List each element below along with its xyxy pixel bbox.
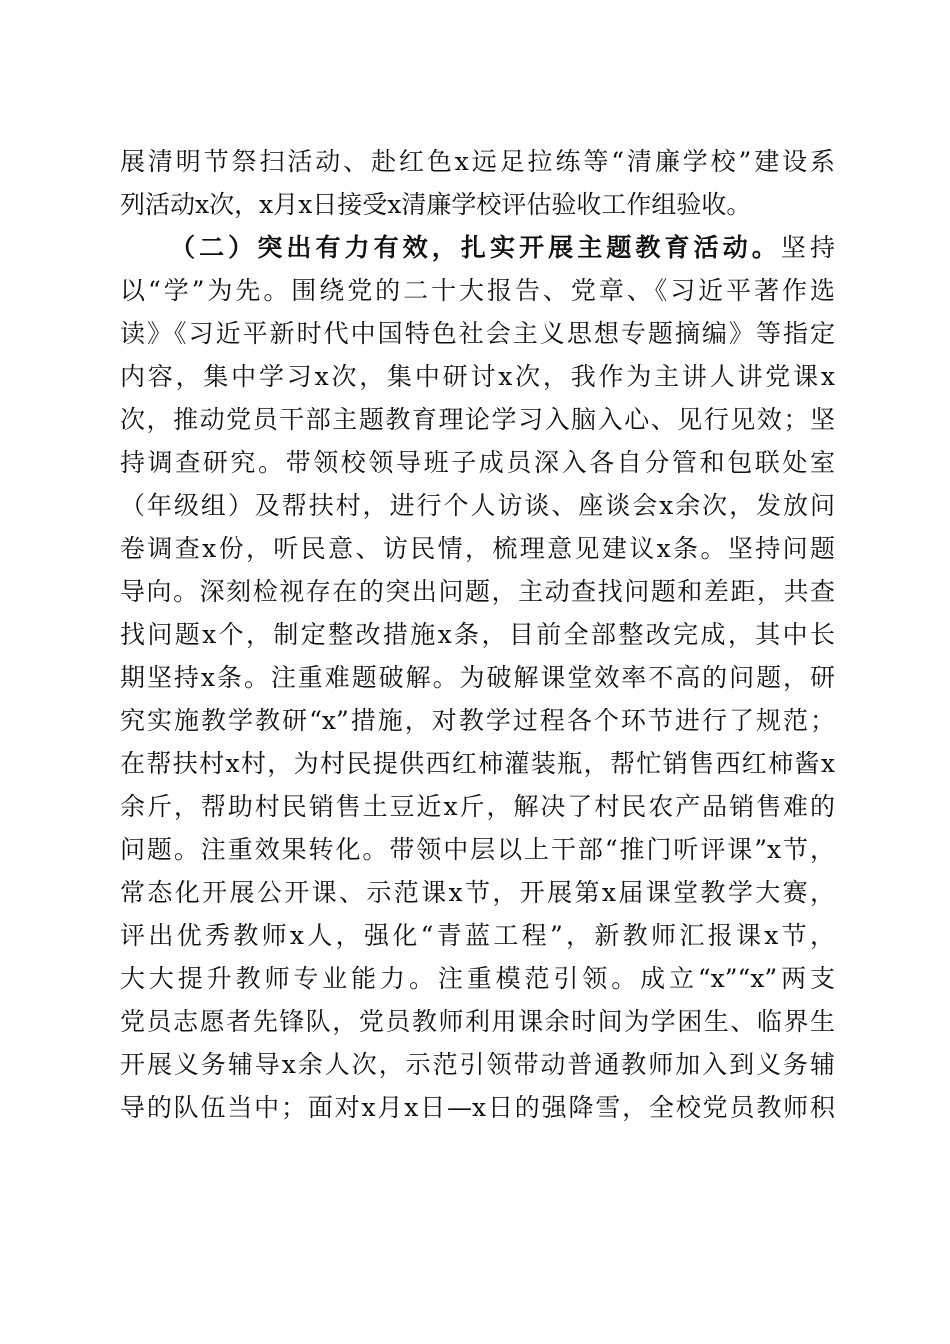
text-line: （年级组）及帮扶村，进行个人访谈、座谈会x余次，发放问 [120,491,835,520]
text-line: 开展义务辅导x余人次，示范引领带动普通教师加入到义务辅 [120,1050,835,1079]
text-run: 坚持 [780,233,835,262]
text-line: 导的队伍当中；面对x月x日—x日的强降雪，全校党员教师积 [120,1093,835,1122]
text-line: 次，推动党员干部主题教育理论学习入脑入心、见行见效；坚 [120,405,835,434]
text-line [120,226,835,269]
text-line: 问题。注重效果转化。带领中层以上干部“推门听评课”x节， [120,835,835,864]
text-line: 导向。深刻检视存在的突出问题，主动查找问题和差距，共查 [120,577,835,606]
text-line: 评出优秀教师x人，强化“青蓝工程”，新教师汇报课x节， [120,921,835,950]
text-line: 展清明节祭扫活动、赴红色x远足拉练等“清廉学校”建设系 [120,147,835,176]
section-heading: （二）突出有力有效，扎实开展主题教育活动。 [170,233,781,262]
text-line: 党员志愿者先锋队，党员教师利用课余时间为学困生、临界生 [120,1007,835,1036]
text-line: 持调查研究。带领校领导班子成员深入各自分管和包联处室 [120,448,835,477]
text-line: 卷调查x份，听民意、访民情，梳理意见建议x条。坚持问题 [120,534,835,563]
text-line: 以“学”为先。围绕党的二十大报告、党章、《习近平著作选 [120,276,835,305]
text-line: 余斤，帮助村民销售土豆近x斤，解决了村民农产品销售难的 [120,792,835,821]
text-line: 找问题x个，制定整改措施x条，目前全部整改完成，其中长 [120,620,835,649]
text-line: 期坚持x条。注重难题破解。为破解课堂效率不高的问题，研 [120,663,835,692]
text-line: 列活动x次，x月x日接受x清廉学校评估验收工作组验收。 [120,190,752,219]
body-text [120,140,835,1129]
text-line: 常态化开展公开课、示范课x节，开展第x届课堂教学大赛， [120,878,835,907]
text-line: 内容，集中学习x次，集中研讨x次，我作为主讲人讲党课x [120,362,835,391]
text-line: 在帮扶村x村，为村民提供西红柿灌装瓶，帮忙销售西红柿酱x [120,749,835,778]
text-line: 读》《习近平新时代中国特色社会主义思想专题摘编》等指定 [120,319,835,348]
text-line: 究实施教学教研“x”措施，对教学过程各个环节进行了规范； [120,706,835,735]
text-line: 大大提升教师专业能力。注重模范引领。成立“x”“x”两支 [120,964,835,993]
